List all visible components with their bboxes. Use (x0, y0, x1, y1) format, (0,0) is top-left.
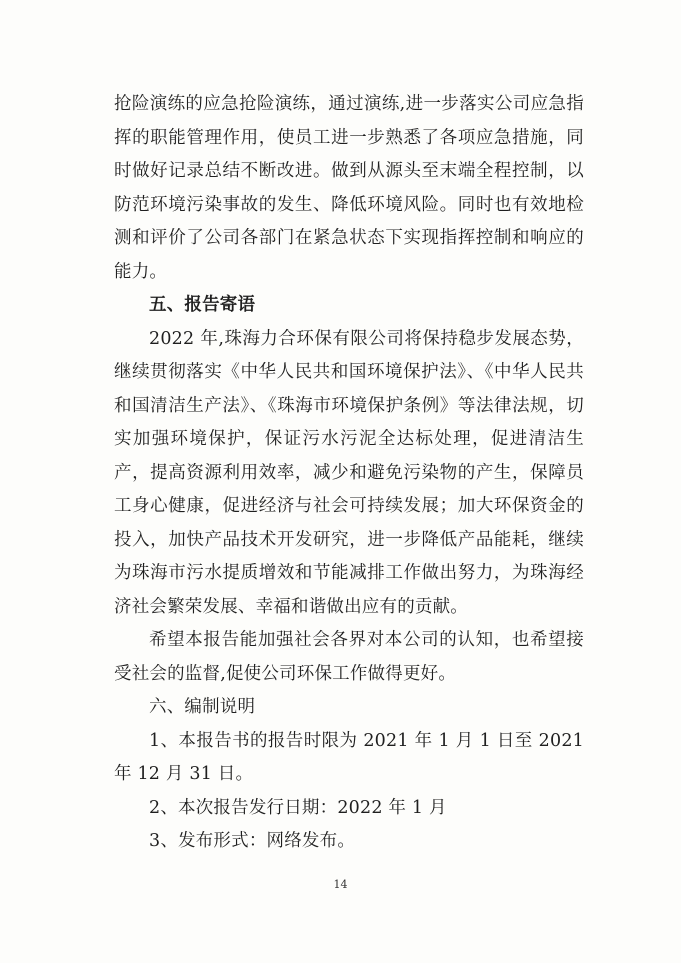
note-item-release-format: 3、发布形式：网络发布。 (149, 831, 356, 851)
paragraph-emergency-drill: 抢险演练的应急抢险演练，通过演练,进一步落实公司应急指挥的职能管理作用，使员工进一步熟悉了各项应急措施，同时做好记录总结不断改进。做到从源头至末端全程控制，以防范环境污染事故的发生、降低环境风险。同时也有效地检测和评价了公司各部门在紧急状态下实现指挥控制和响应的能力。 (114, 94, 584, 282)
section-heading-compilation-notes: 六、编制说明 (149, 697, 256, 717)
section-heading-report-message: 五、报告寄语 (149, 295, 256, 315)
note-item-reporting-period: 1、本报告书的报告时限为 2021 年 1 月 1 日至 2021 年 12 月 31 日。 (114, 730, 584, 784)
note-item-release-date: 2、本次报告发行日期：2022 年 1 月 (149, 797, 447, 818)
paragraph-hope: 希望本报告能加强社会各界对本公司的认知，也希望接受社会的监督,促使公司环保工作做得更好。 (114, 630, 584, 684)
page-number: 14 (333, 878, 348, 891)
document-body (114, 88, 584, 859)
paragraph-2022-outlook: 2022 年,珠海力合环保有限公司将保持稳步发展态势，继续贯彻落实《中华人民共和国环境保护法》、《中华人民共和国清洁生产法》、《珠海市环境保护条例》等法律法规，切实加强环境保护，保证污水污泥全达标处理，促进清洁生产，提高资源利用效率，减少和避免污染物的产生，保障员工身心健康，促进经济与社会可持续发展；加大环保资金的投入，加快产品技术开发研究，进一步降低产品能耗，继续为珠海市污水提质增效和节能减排工作做出努力，为珠海经济社会繁荣发展、幸福和谐做出应有的贡献。 (114, 328, 584, 617)
